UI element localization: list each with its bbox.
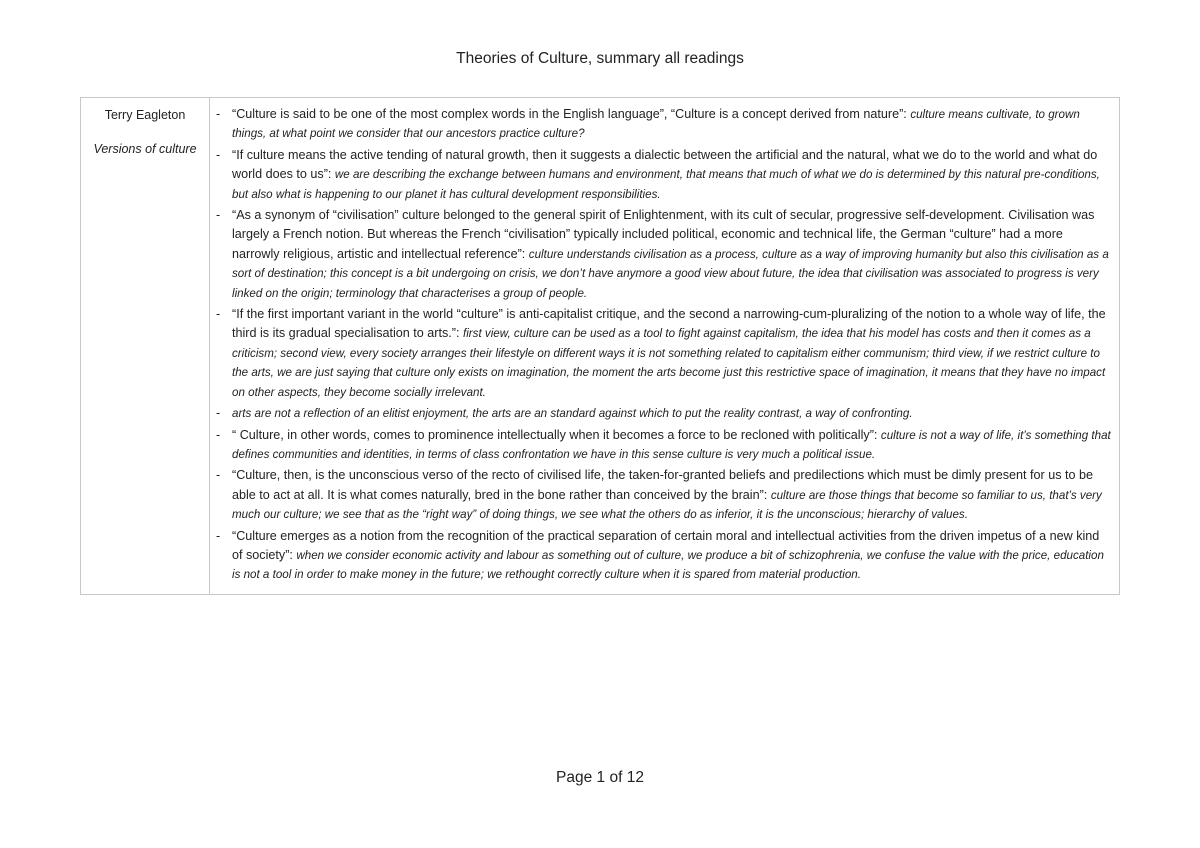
- notes-cell: [210, 98, 1120, 595]
- dash-bullet-icon: -: [216, 406, 221, 421]
- dash-bullet-icon: -: [216, 427, 221, 442]
- quote-note: culture is not a way of life, it’s something that defines communities and identities, in terms of class confrontation we have in this sense culture is very much a political issue.: [232, 428, 1111, 461]
- author-cell: [81, 98, 210, 595]
- table-row: [81, 98, 1120, 595]
- quote-note: first view, culture can be used as a tool to fight against capitalism, the idea that his model has costs and then it comes as a criticism; second view, every society arranges their lifestyle on different ways it is not something related to capitalism either communism; third view, if we restrict culture to the arts, we are just saying that culture only exists on imagination, the moment the arts become just this restrictive space of imagination, it means that they have no impact on other aspects, they become socially irrelevant.: [232, 327, 1106, 399]
- quote-list: [216, 105, 1113, 585]
- dash-bullet-icon: -: [216, 107, 221, 121]
- quote-note: culture understands civilisation as a process, culture as a way of improving humanity but also this civilisation as a sort of destination; this concept is a bit undergoing on crisis, we don’t have anymore a good view about future, the idea that civilisation was associated to progress is very linked on the origin; terminology that characterises a group of people.: [232, 247, 1109, 300]
- quote-note: arts are not a reflection of an elitist enjoyment, the arts are an standard against which to put the reality contrast, a way of confronting.: [232, 407, 913, 421]
- quote-note: culture are those things that become so familiar to us, that’s very much our culture; we see that as the “right way” of doing things, we see what the others do as inferior, it is the unconscious; hierarchy of values.: [232, 488, 1102, 522]
- list-item: [216, 426, 1113, 465]
- author-name: Terry Eagleton: [104, 108, 186, 122]
- list-item: [216, 305, 1113, 402]
- dash-bullet-icon: -: [216, 528, 221, 543]
- list-item: [216, 206, 1113, 303]
- quote-text: “Culture is said to be one of the most complex words in the English language”, “Culture is a concept derived from nature”:: [232, 107, 911, 121]
- dash-bullet-icon: -: [216, 468, 221, 483]
- dash-bullet-icon: -: [216, 147, 221, 162]
- quote-note: when we consider economic activity and labour as something out of culture, we produce a bit of schizophrenia, we confuse the value with the price, education is not a tool in order to make money in the future; we rethought correctly culture when it is spared from material production.: [232, 548, 1104, 582]
- quote-note: culture means cultivate, to grown things, at what point we consider that our ancestors practice culture?: [232, 108, 1080, 141]
- list-item: [216, 105, 1113, 144]
- quote-text: “ Culture, in other words, comes to prominence intellectually when it becomes a force to be recloned with politically”:: [232, 427, 881, 442]
- quote-text: “Culture, then, is the unconscious verso of the recto of civilised life, the taken-for-granted beliefs and predilections which must be dimly present for us to be able to act at all. It is what comes naturally, bred in the bone rather than conceived by the brain”:: [232, 468, 1094, 502]
- page-number: Page 1 of 12: [556, 769, 644, 786]
- list-item: [216, 146, 1113, 204]
- dash-bullet-icon: -: [216, 208, 221, 223]
- dash-bullet-icon: -: [216, 307, 221, 322]
- quote-note: we are describing the exchange between humans and environment, that means that much of what we do is determined by this natural pre-conditions, but also what is happening to our planet it has cultural development responsibilities.: [232, 168, 1100, 201]
- list-item: [216, 527, 1113, 585]
- quote-text: “As a synonym of “civilisation” culture belonged to the general spirit of Enlightenment, with its cult of secular, progressive self-development. Civilisation was largely a French notion. But whereas the French “civilisation” typically included political, economic and technical life, the German “culture” had a more narrowly religious, artistic and intellectual reference”:: [232, 208, 1095, 261]
- list-item: [216, 466, 1113, 524]
- list-item: [216, 404, 1113, 423]
- quote-text: “If culture means the active tending of natural growth, then it suggests a dialectic between the artificial and the natural, what we do to the world and what do world does to us”:: [232, 147, 1098, 182]
- document-title: Theories of Culture, summary all readings: [456, 50, 744, 67]
- reading-topic: Versions of culture: [93, 142, 197, 156]
- summary-table: [80, 97, 1120, 595]
- quote-text: “If the first important variant in the world “culture” is anti-capitalist critique, and the second a narrowing-cum-pluralizing of the notion to a whole way of life, the third is its gradual specialisation to arts.”:: [232, 307, 1106, 341]
- quote-text: “Culture emerges as a notion from the recognition of the practical separation of certain moral and intellectual activities from the driven impetus of a new kind of society”:: [232, 528, 1100, 562]
